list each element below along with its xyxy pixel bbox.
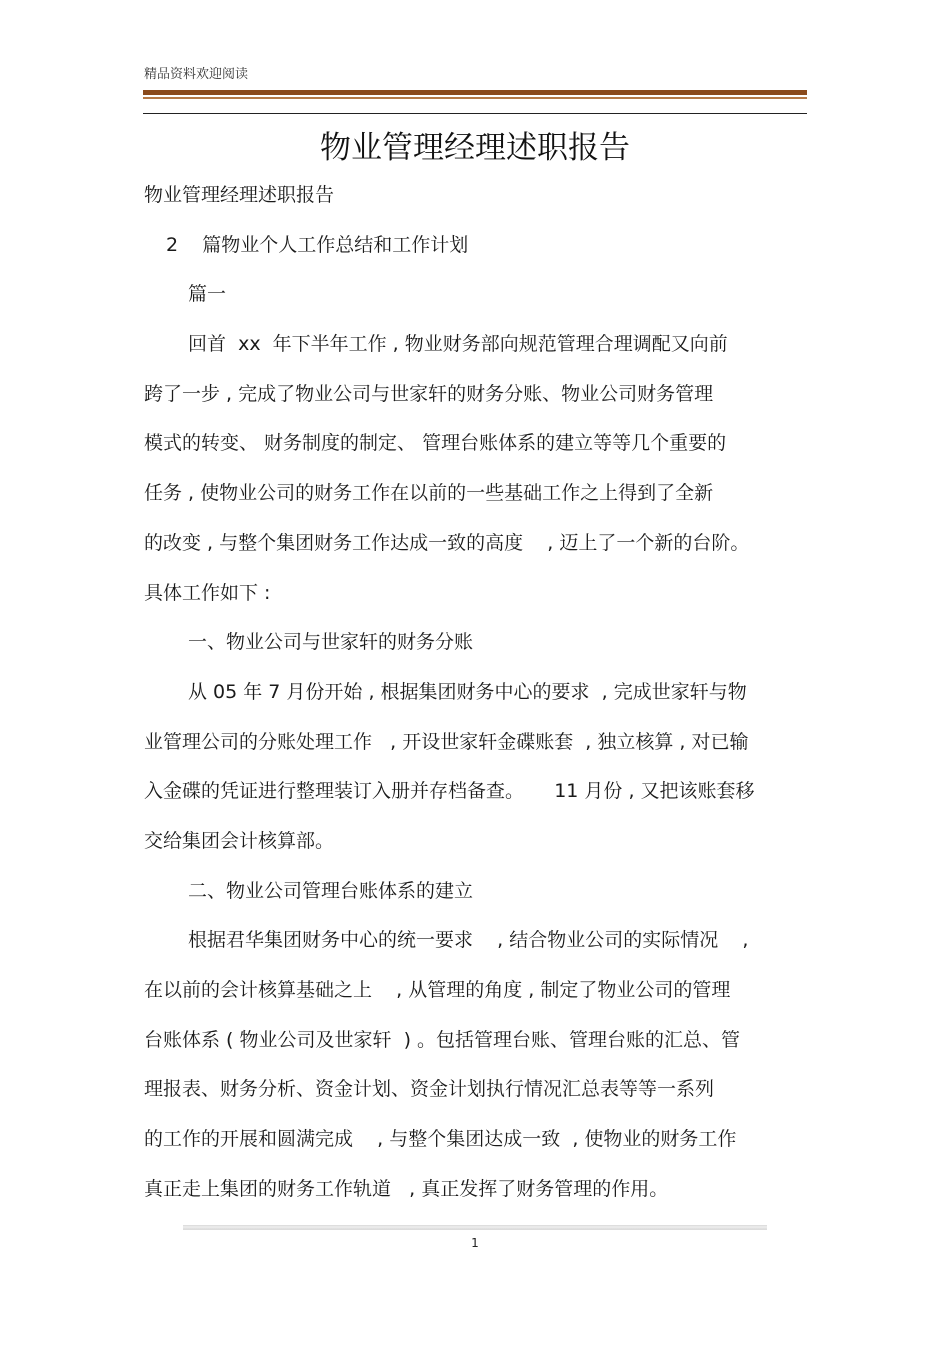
- body-line: 根据君华集团财务中心的统一要求 , 结合物业公司的实际情况 ,: [188, 929, 749, 952]
- body-line: 在以前的会计核算基础之上 , 从管理的角度 , 制定了物业公司的管理: [144, 979, 731, 1001]
- body-line: 入金碟的凭证进行整理装订入册并存档备查。 11 月份 , 又把该账套移: [144, 780, 755, 803]
- body-line: 从 05 年 7 月份开始 , 根据集团财务中心的要求 , 完成世家轩与物: [188, 680, 747, 703]
- body-line: 一、物业公司与世家轩的财务分账: [188, 631, 474, 654]
- document-title: 物业管理经理述职报告: [320, 130, 630, 166]
- body-line: 交给集团会计核算部。: [144, 829, 335, 852]
- body-line: 的工作的开展和圆满完成 , 与整个集团达成一致 , 使物业的财务工作: [144, 1128, 737, 1151]
- body-line: 的改变 , 与整个集团财务工作达成一致的高度 , 迈上了一个新的台阶。: [144, 531, 750, 554]
- body-line: 具体工作如下 :: [144, 581, 271, 604]
- body-line: 理报表、财务分析、资金计划、资金计划执行情况汇总表等等一系列: [144, 1078, 715, 1101]
- body-line: 物业管理经理述职报告: [144, 184, 335, 206]
- body-line: 跨了一步 , 完成了物业公司与世家轩的财务分账、物业公司财务管理: [144, 382, 714, 405]
- body-line: 篇一: [188, 283, 227, 306]
- page-number: 1: [471, 1236, 479, 1250]
- body-line: 台账体系 ( 物业公司及世家轩 ) 。包括管理台账、管理台账的汇总、管: [144, 1028, 741, 1051]
- footer-rule: [183, 1225, 767, 1230]
- body-line: 二、物业公司管理台账体系的建立: [188, 879, 474, 902]
- body-line: 模式的转变、 财务制度的制定、 管理台账体系的建立等等几个重要的: [144, 432, 727, 455]
- body-line: 2 篇物业个人工作总结和工作计划: [166, 233, 469, 256]
- body-line: 真正走上集团的财务工作轨道 , 真正发挥了财务管理的作用。: [144, 1177, 669, 1200]
- header-rule-thin: [143, 97, 807, 99]
- document-body: [144, 171, 808, 1214]
- body-line: 回首 xx 年下半年工作 , 物业财务部向规范管理合理调配又向前: [188, 333, 728, 356]
- header-rule-line: [143, 113, 807, 114]
- body-line: 任务 , 使物业公司的财务工作在以前的一些基础工作之上得到了全新: [144, 482, 714, 505]
- page-header-label: 精品资料欢迎阅读: [144, 67, 249, 82]
- body-line: 业管理公司的分账处理工作 , 开设世家轩金碟账套 , 独立核算 , 对已输: [144, 730, 749, 753]
- header-rule-thick: [143, 90, 807, 95]
